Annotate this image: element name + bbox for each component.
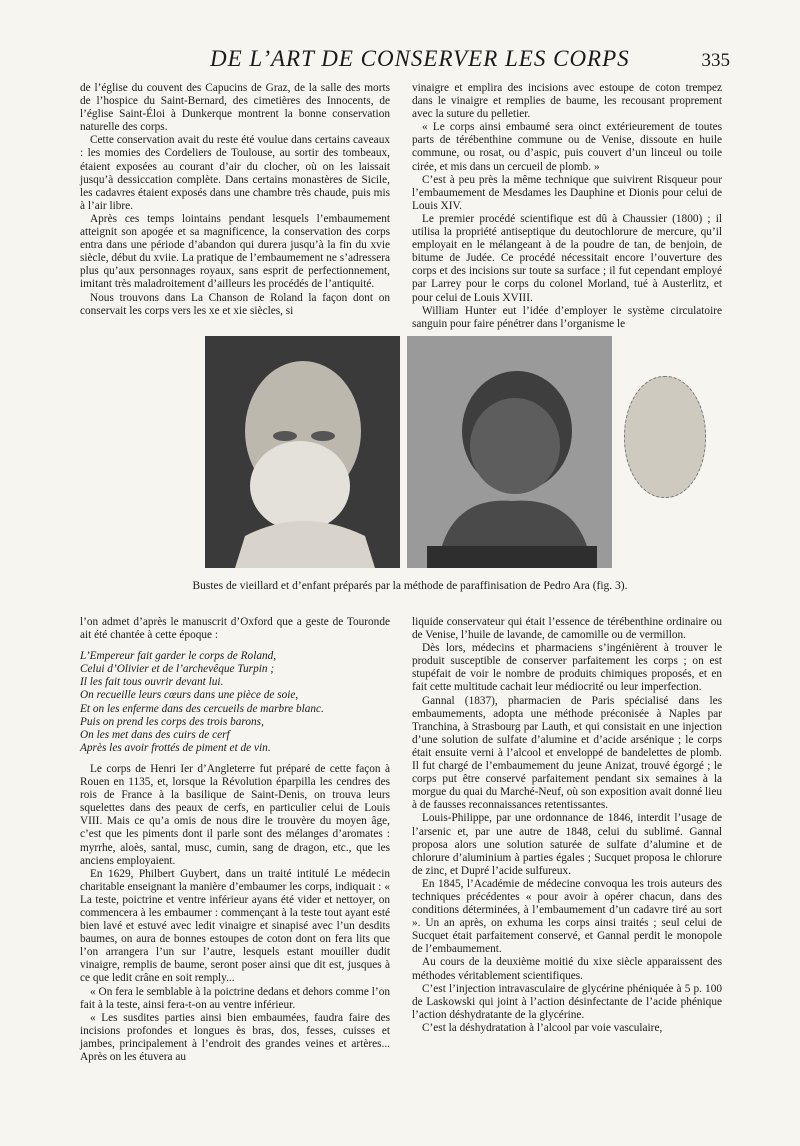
page-number: 335 — [701, 50, 730, 71]
verse-line: Après les avoir frottés de piment et de vin. — [80, 741, 271, 754]
photo-old-man-bust — [205, 336, 400, 568]
figure-caption: Bustes de vieillard et d’enfant préparés par la méthode de paraffinisation de Pedro Ara (fig. 3). — [192, 580, 628, 592]
paragraph: Louis-Philippe, par une ordonnance de 1846, interdit l’usage de l’arsenic et, par une autre de 1848, celui du sublimé. Gannal proposa alors une solution saturée de sulfate d’alumine et de chlorure d’aluminium à parties égales ; Sucquet proposa le chlorure de zinc, et Dupré l’acide sulfureux. — [412, 812, 722, 877]
text-column-bottom-left — [80, 616, 390, 1121]
text-column-bottom-right — [412, 616, 722, 1121]
paragraph: Le premier procédé scientifique est dû à Chaussier (1800) ; il utilisa la propriété antiseptique du deutochlorure de mercure, qu’il employait en le mélangeant à de la poudre de tan, de benjoin, de bitume de Judée. Ce procédé nécessitait encore l’ouverture des corps et des incisions sur toute sa surface ; il fut cependant employé par Larrey pour le corps du colonel Morland, tué à Austerlitz, et pour celui de Louis XVIII. — [412, 212, 722, 304]
paragraph: « On fera le semblable à la poictrine dedans et dehors comme l’on fait à la teste, ainsi fera-t-on au ventre inférieur. — [80, 985, 390, 1011]
verse-line: Celui d’Olivier et de l’archevêque Turpin ; — [80, 663, 275, 676]
paragraph: Cette conservation avait du reste été voulue dans certains caveaux : les momies des Cordeliers de Toulouse, au sortir des tombeaux, étaient exposées au courant d’air du clocher, où on les laissait jusqu’à dessiccation complète. Dans certains monastères de Sicile, les cadavres étaient exposés dans une chambre très chaude, puis mis à l’air libre. — [80, 134, 390, 212]
paragraph: « Le corps ainsi embaumé sera oinct extérieurement de toutes parts de térébenthine commune ou de Venise, dissoute en huile commune, ou rosat, ou d’aspic, puis couvert d’un linceul ou toile cirée, et mis dans un cercueil de plomb. » — [412, 121, 722, 173]
verse-line: On recueille leurs cœurs dans une pièce de soie, — [80, 689, 299, 702]
verse-line: On les met dans des cuirs de cerf — [80, 728, 230, 741]
paragraph: de l’église du couvent des Capucins de Graz, de la salle des morts de l’hospice du Saint-Bernard, des cimetières des Innocents, de l’église Saint-Éloi à Dunkerque montrent la bonne conservation naturelle des corps. — [80, 82, 390, 134]
old-man-bust-image — [205, 336, 400, 568]
verse-line: L’Empereur fait garder le corps de Roland, — [80, 650, 277, 663]
verse-block — [80, 650, 390, 755]
paragraph: Dès lors, médecins et pharmaciens s’ingénièrent à trouver le produit susceptible de conserver parfaitement les corps ; on est stupéfait de voir le nombre de produits chimiques proposés, et en fait cette multitude cachait leur médiocrité ou leur imperfection. — [412, 642, 722, 694]
paragraph: Après ces temps lointains pendant lesquels l’embaumement atteignit son apogée et sa magnificence, la conservation des corps entra dans une période d’abandon qui durera jusqu’à la fin du xvie siècle, début du xviie. La pratique de l’embaumement ne s’adressera plus qu’aux personnages royaux, sans esprit de perfectionnement, imitant très maladroitement d’ailleurs les procédés de l’antiquité. — [80, 212, 390, 291]
paragraph: liquide conservateur qui était l’essence de térébenthine ordinaire ou de Venise, l’huile de lavande, de camomille ou de vermillon. — [412, 616, 722, 642]
verse-line: Et on les enferme dans des cercueils de marbre blanc. — [80, 702, 324, 715]
paragraph: Le corps de Henri Ier d’Angleterre fut préparé de cette façon à Rouen en 1135, et, lorsque la Révolution éparpilla les cendres des rois de France à la basilique de Saint-Denis, on trouva leurs squelettes dans des peaux de cerfs, en particulier celui de Louis VIII. Mais ce qu’a omis de nous dire le trouvère du moyen âge, c’est que les piments dont il parle sont des mélanges d’aromates : myrrhe, aloès, santal, musc, cumin, sang de dragon, etc., que les anciens employaient. — [80, 762, 390, 867]
paragraph: C’est à peu près la même technique que suivirent Risqueur pour l’embaumement de Mesdames les Dauphine et Dionis pour celui de Louis XIV. — [412, 173, 722, 212]
text-column-top-left — [80, 82, 390, 322]
paragraph: Gannal (1837), pharmacien de Paris spécialisé dans les embaumements, adopta une méthode préconisée à Naples par Tranchina, à Strasbourg par Lauth, et qui consistait en une injection d’une solution de sulfate d’alumine et d’acide arsénique ; le corps était ensuite verni à l’alcool et enveloppé de bandelettes de plomb. Il fut chargé de l’embaumement du jeune Anizat, trouvé égorgé ; le corps put être conservé parfaitement pendant six semaines à la morgue du quai du Marché-Neuf, où son exposition avait donné lieu à de fausses reconnaissances retentissantes. — [412, 694, 722, 812]
child-bust-image — [407, 336, 612, 568]
verse-line: Il les fait tous ouvrir devant lui. — [80, 676, 224, 689]
running-header — [70, 42, 730, 82]
text-column-top-right — [412, 82, 722, 330]
paragraph: C’est la déshydratation à l’alcool par voie vasculaire, — [422, 1021, 663, 1034]
paragraph: « Les susdites parties ainsi bien embaumées, faudra faire des incisions profondes et longues ès bras, dos, fesses, cuisses et jambes, principalement à l’endroit des grandes veines et artères... Après on les étuvera au — [80, 1011, 390, 1063]
paragraph: En 1629, Philbert Guybert, dans un traité intitulé Le médecin charitable enseignant la manière d’embaumer les corps, indiquait : « La teste, poictrine et ventre inférieur ayans été vider et nettoyer, on commencera à les embaumer : commençant à la teste tout ayant esté bien lavé et estuvé avec ledit vinaigre et sinapisé avec l’un desdits baumes, on aura de bonnes estoupes de coton dont on fera lits que l’on arrangera l’un sur l’autre, lesquels estant mouiller dudit vinaigre, remplis de baume, seront poser ainsi que dit est, jusques à ce que ledit crâne en soit remply... — [80, 867, 390, 985]
paragraph: Nous trouvons dans La Chanson de Roland la façon dont on conservait les corps vers les xe et xie siècles, si — [80, 291, 390, 317]
paragraph: vinaigre et emplira des incisions avec estoupe de coton trempez dans le vinaigre et remplies de baume, les recousant proprement avec la suture du pelletier. — [412, 82, 722, 121]
running-title: DE L’ART DE CONSERVER LES CORPS — [210, 46, 630, 71]
paragraph: l’on admet d’après le manuscrit d’Oxford que a geste de Touronde ait été chantée à cette époque : — [80, 616, 390, 642]
photo-child-bust — [407, 336, 612, 568]
paragraph: C’est l’injection intravasculaire de glycérine phéniquée à 5 p. 100 de Laskowski qui joint à l’action désinfectante de l’acide phénique l’action déshydratante de la glycérine. — [412, 982, 722, 1021]
partial-figure-engraving — [624, 376, 706, 498]
paragraph: En 1845, l’Académie de médecine convoqua les trois auteurs des techniques précédentes « pour avoir à opérer chacun, dans des conditions déterminées, à l’embaumement d’un cadavre tiré au sort ». Un an après, on exhuma les corps ainsi traités ; seul celui de Sucquet était parfaitement conservé, et Gannal perdit le monopole de l’embaumement. — [412, 877, 722, 956]
paragraph: Au cours de la deuxième moitié du xixe siècle apparaissent des méthodes véritablement scientifiques. — [412, 956, 722, 982]
paragraph: William Hunter eut l’idée d’employer le système circulatoire sanguin pour faire pénétrer dans l’organisme le — [412, 304, 722, 330]
verse-line: Puis on prend les corps des trois barons, — [80, 715, 264, 728]
